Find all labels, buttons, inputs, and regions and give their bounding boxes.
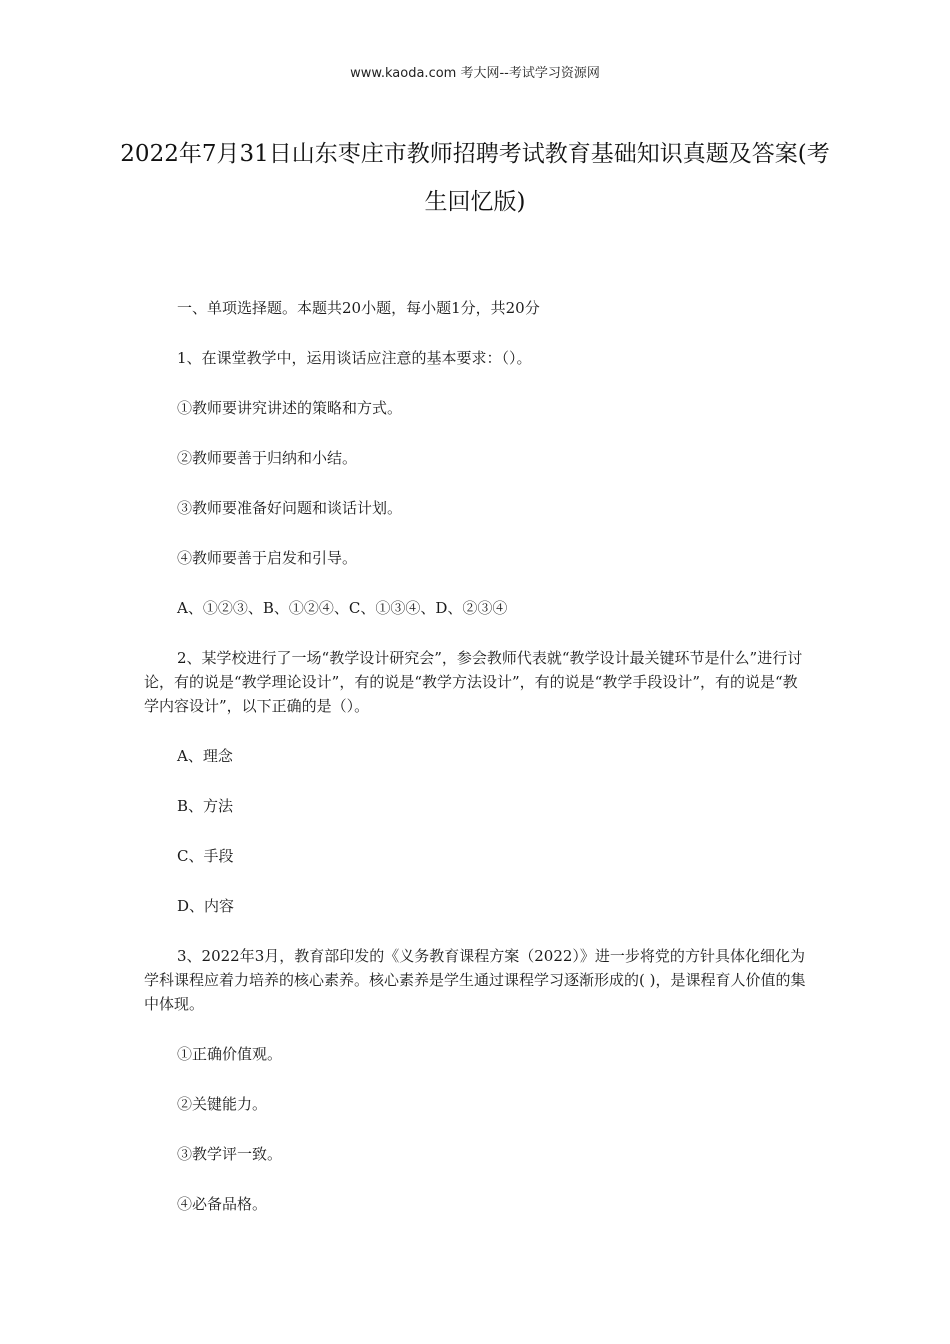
- question-stem: 1、在课堂教学中，运用谈话应注意的基本要求：（）。: [177, 349, 532, 367]
- document-title: 2022年7月31日山东枣庄市教师招聘考试教育基础知识真题及答案(考生回忆版): [120, 141, 830, 215]
- section-heading: 一、单项选择题。本题共20小题，每小题1分，共20分: [177, 299, 540, 317]
- question-item: ③教师要准备好问题和谈话计划。: [177, 499, 403, 517]
- question-item: ①教师要讲究讲述的策略和方式。: [177, 399, 403, 417]
- question-item: ③教学评一致。: [177, 1145, 283, 1163]
- question-1: [144, 346, 808, 620]
- question-item: ④必备品格。: [177, 1195, 268, 1213]
- page-header: www.kaoda.com 考大网--考试学习资源网: [350, 66, 600, 81]
- question-options: A、①②③、B、①②④、C、①③④、D、②③④: [177, 599, 508, 617]
- question-3: [144, 944, 808, 1216]
- question-option: D、内容: [177, 897, 235, 915]
- question-option: C、手段: [177, 847, 234, 865]
- document-body: [144, 296, 808, 1216]
- question-stem: 2、某学校进行了一场“教学设计研究会”，参会教师代表就“教学设计最关键环节是什么”进行讨论，有的说是“教学理论设计”，有的说是“教学方法设计”，有的说是“教学手段设计”，有的说是“教学内容设计”，以下正确的是（）。: [144, 649, 803, 715]
- question-2: [144, 646, 808, 918]
- question-option: B、方法: [177, 797, 234, 815]
- question-item: ④教师要善于启发和引导。: [177, 549, 358, 567]
- question-item: ②教师要善于归纳和小结。: [177, 449, 358, 467]
- question-option: A、理念: [177, 747, 233, 765]
- question-item: ②关键能力。: [177, 1095, 268, 1113]
- question-item: ①正确价值观。: [177, 1045, 283, 1063]
- question-stem: 3、2022年3月，教育部印发的《义务教育课程方案（2022）》进一步将党的方针具体化细化为学科课程应着力培养的核心素养。核心素养是学生通过课程学习逐渐形成的( )，是课程育人价值的集中体现。: [144, 947, 806, 1013]
